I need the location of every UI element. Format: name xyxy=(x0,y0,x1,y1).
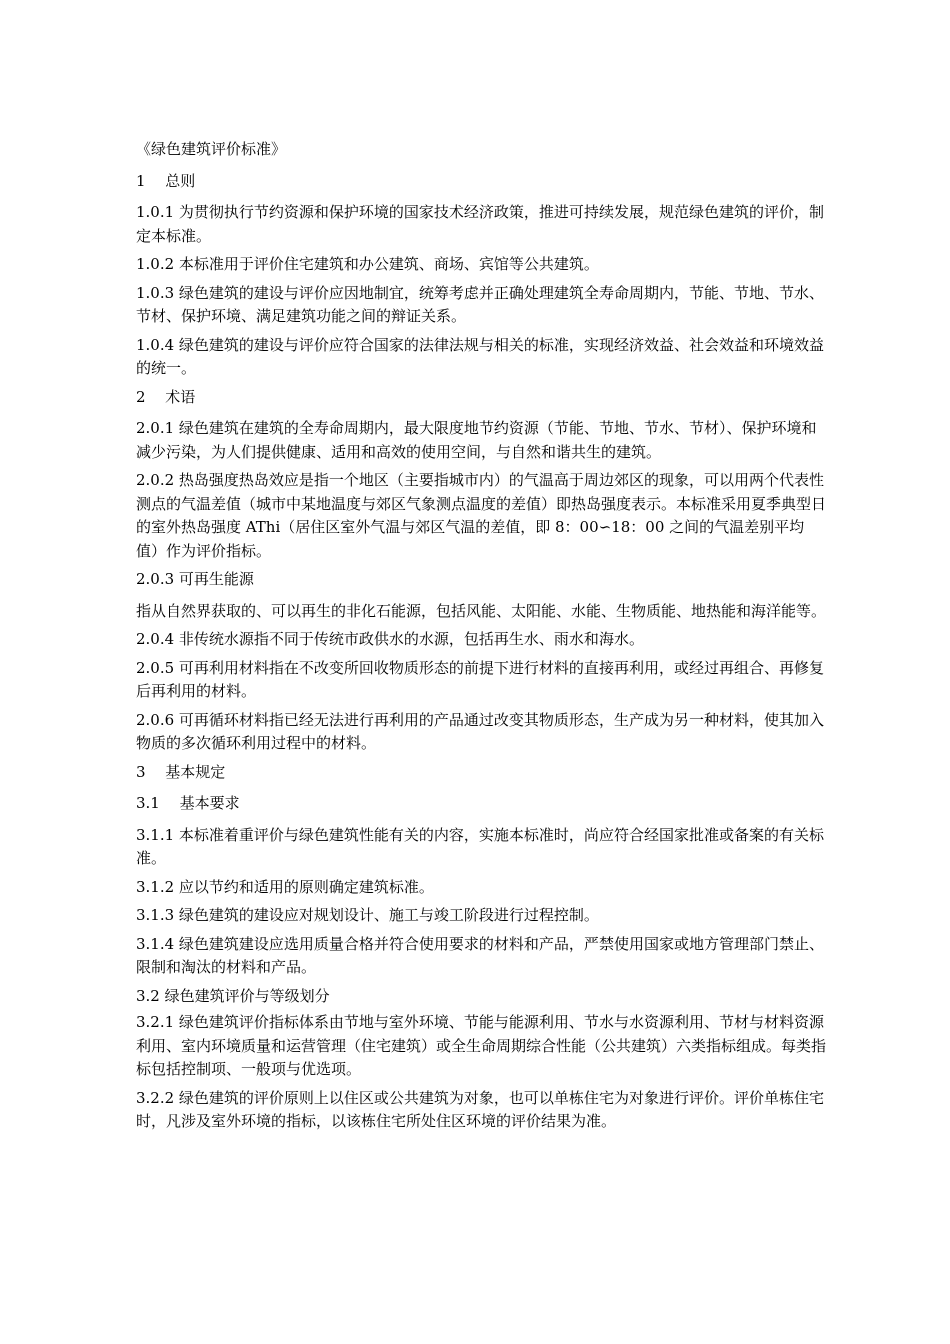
section-heading: 3.1 基本要求 xyxy=(136,794,240,812)
section-heading: 3.2 绿色建筑评价与等级划分 xyxy=(136,986,330,1005)
paragraph: 2.0.6 可再循环材料指已经无法进行再利用的产品通过改变其物质形态，生产成为另一种材料，使其加入物质的多次循环利用过程中的材料。 xyxy=(136,710,824,752)
paragraph: 2.0.4 非传统水源指不同于传统市政供水的水源，包括再生水、雨水和海水。 xyxy=(136,630,644,648)
paragraph: 3.1.2 应以节约和适用的原则确定建筑标准。 xyxy=(136,877,434,896)
paragraph: 指从自然界获取的、可以再生的非化石能源，包括风能、太阳能、水能、生物质能、地热能和海洋能等。 xyxy=(136,601,827,620)
paragraph: 2.0.5 可再利用材料指在不改变所回收物质形态的前提下进行材料的直接再利用，或经过再组合、再修复后再利用的材料。 xyxy=(136,658,824,700)
section-heading: 1 总则 xyxy=(136,171,196,190)
paragraph: 1.0.4 绿色建筑的建设与评价应符合国家的法律法规与相关的标准，实现经济效益、社会效益和环境效益的统一。 xyxy=(136,335,824,377)
paragraph: 3.1.1 本标准着重评价与绿色建筑性能有关的内容，实施本标准时，尚应符合经国家批准或备案的有关标准。 xyxy=(136,825,824,867)
paragraph: 1.0.2 本标准用于评价住宅建筑和办公建筑、商场、宾馆等公共建筑。 xyxy=(136,255,599,273)
paragraph: 3.1.4 绿色建筑建设应选用质量合格并符合使用要求的材料和产品，严禁使用国家或地方管理部门禁止、限制和淘汰的材料和产品。 xyxy=(136,934,824,976)
document-title: 《绿色建筑评价标准》 xyxy=(136,140,287,158)
document-page xyxy=(136,138,826,1139)
paragraph: 3.1.3 绿色建筑的建设应对规划设计、施工与竣工阶段进行过程控制。 xyxy=(136,906,599,924)
paragraph: 3.2.2 绿色建筑的评价原则上以住区或公共建筑为对象，也可以单栋住宅为对象进行评价。评价单栋住宅时，凡涉及室外环境的指标，以该栋住宅所处住区环境的评价结果为准。 xyxy=(136,1088,824,1130)
section-heading: 3 基本规定 xyxy=(136,762,226,781)
paragraph: 1.0.3 绿色建筑的建设与评价应因地制宜，统筹考虑并正确处理建筑全寿命周期内，节能、节地、节水、节材、保护环境、满足建筑功能之间的辩证关系。 xyxy=(136,283,824,325)
paragraph: 1.0.1 为贯彻执行节约资源和保护环境的国家技术经济政策，推进可持续发展，规范绿色建筑的评价，制定本标准。 xyxy=(136,203,824,245)
paragraph: 3.2.1 绿色建筑评价指标体系由节地与室外环境、节能与能源利用、节水与水资源利用、节材与材料资源利用、室内环境质量和运营管理（住宅建筑）或全生命周期综合性能（公共建筑）六类指标组成。每类指标包括控制项、一般项与优选项。 xyxy=(136,1013,827,1078)
paragraph: 2.0.3 可再生能源 xyxy=(136,570,254,588)
section-heading: 2 术语 xyxy=(136,387,196,406)
document-body xyxy=(136,170,826,1134)
paragraph: 2.0.2 热岛强度热岛效应是指一个地区（主要指城市内）的气温高于周边郊区的现象，可以用两个代表性测点的气温差值（城市中某地温度与郊区气象测点温度的差值）即热岛强度表示。本标准采用夏季典型日的室外热岛强度 AThi（居住区室外气温与郊区气温的差值，即 8：00∽18：00 之间的气温差别平均值）作为评价指标。 xyxy=(136,471,827,560)
paragraph: 2.0.1 绿色建筑在建筑的全寿命周期内，最大限度地节约资源（节能、节地、节水、节材）、保护环境和减少污染，为人们提供健康、适用和高效的使用空间，与自然和谐共生的建筑。 xyxy=(136,419,817,461)
